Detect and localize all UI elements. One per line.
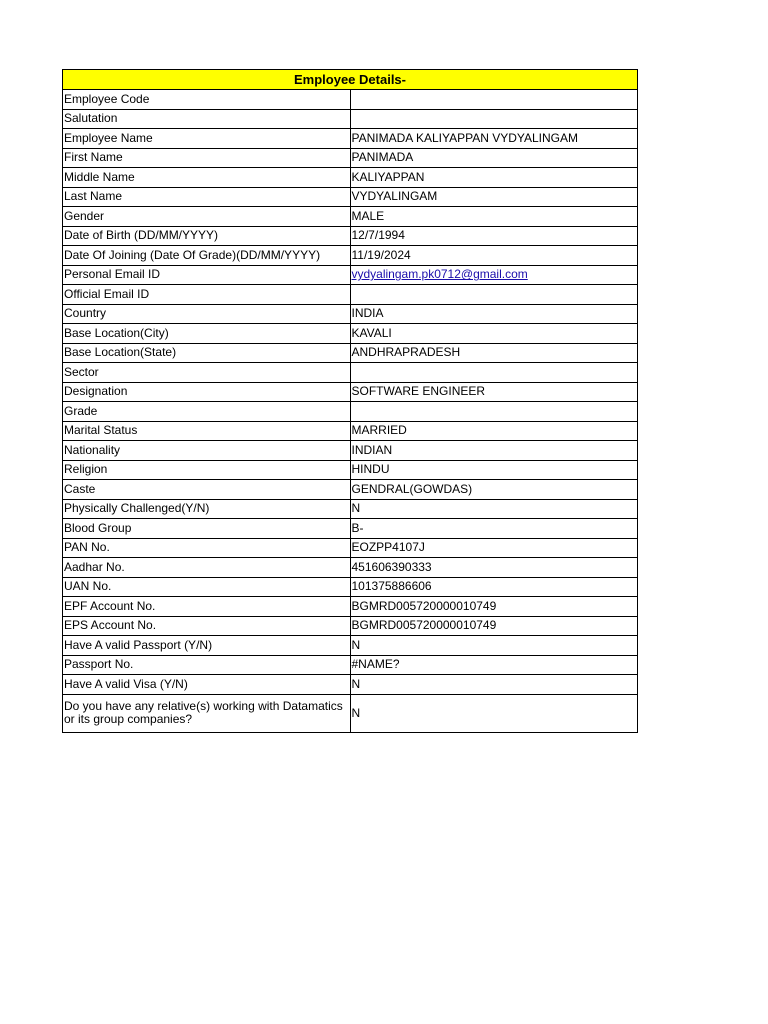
- table-row: [63, 148, 638, 168]
- table-row: [63, 382, 638, 402]
- table-row: [63, 519, 638, 539]
- table-row: [63, 675, 638, 695]
- row-label: UAN No.: [63, 577, 351, 597]
- row-label: Employee Name: [63, 129, 351, 149]
- row-label: Date Of Joining (Date Of Grade)(DD/MM/YYYY): [63, 246, 351, 266]
- table-row: [63, 499, 638, 519]
- row-label: Religion: [63, 460, 351, 480]
- row-value: 11/19/2024: [350, 246, 638, 266]
- row-label: Date of Birth (DD/MM/YYYY): [63, 226, 351, 246]
- table-row: [63, 441, 638, 461]
- row-value: [350, 402, 638, 422]
- table-row: [63, 246, 638, 266]
- table-row: [63, 168, 638, 188]
- row-value: MALE: [350, 207, 638, 227]
- row-value: [350, 363, 638, 383]
- row-value: [350, 285, 638, 305]
- table-row: [63, 655, 638, 675]
- row-label: Designation: [63, 382, 351, 402]
- row-label: Official Email ID: [63, 285, 351, 305]
- row-label: PAN No.: [63, 538, 351, 558]
- row-value: BGMRD005720000010749: [350, 616, 638, 636]
- row-value: N: [350, 636, 638, 656]
- table-row: [63, 577, 638, 597]
- employee-details-table: [62, 69, 638, 733]
- row-label: Base Location(City): [63, 324, 351, 344]
- row-value: N: [350, 694, 638, 732]
- table-row: [63, 90, 638, 110]
- row-value: INDIA: [350, 304, 638, 324]
- row-label: Do you have any relative(s) working with Datamatics or its group companies?: [63, 694, 351, 732]
- table-row: [63, 187, 638, 207]
- table-row: [63, 343, 638, 363]
- row-value: N: [350, 675, 638, 695]
- row-value: [350, 90, 638, 110]
- table-row: [63, 109, 638, 129]
- table-row: [63, 597, 638, 617]
- table-row: [63, 694, 638, 732]
- table-row: [63, 226, 638, 246]
- row-label: Employee Code: [63, 90, 351, 110]
- row-value: EOZPP4107J: [350, 538, 638, 558]
- row-value: GENDRAL(GOWDAS): [350, 480, 638, 500]
- table-row: [63, 616, 638, 636]
- table-row: [63, 265, 638, 285]
- table-row: [63, 636, 638, 656]
- row-label: Physically Challenged(Y/N): [63, 499, 351, 519]
- row-label: Middle Name: [63, 168, 351, 188]
- row-label: Passport No.: [63, 655, 351, 675]
- table-row: [63, 538, 638, 558]
- table-row: [63, 324, 638, 344]
- row-value: 12/7/1994: [350, 226, 638, 246]
- row-value: MARRIED: [350, 421, 638, 441]
- personal-email-cell: [350, 265, 638, 285]
- row-value: #NAME?: [350, 655, 638, 675]
- row-label: EPF Account No.: [63, 597, 351, 617]
- row-value: VYDYALINGAM: [350, 187, 638, 207]
- table-title: Employee Details-: [63, 70, 638, 90]
- row-value: PANIMADA KALIYAPPAN VYDYALINGAM: [350, 129, 638, 149]
- row-label: Aadhar No.: [63, 558, 351, 578]
- table-header-row: [63, 70, 638, 90]
- row-label: Grade: [63, 402, 351, 422]
- row-label: Last Name: [63, 187, 351, 207]
- row-label: Caste: [63, 480, 351, 500]
- row-value: ANDHRAPRADESH: [350, 343, 638, 363]
- table-row: [63, 421, 638, 441]
- row-value: HINDU: [350, 460, 638, 480]
- row-label: Have A valid Visa (Y/N): [63, 675, 351, 695]
- row-label: Gender: [63, 207, 351, 227]
- table-row: [63, 363, 638, 383]
- table-row: [63, 480, 638, 500]
- row-label: Base Location(State): [63, 343, 351, 363]
- row-value: PANIMADA: [350, 148, 638, 168]
- row-label: Sector: [63, 363, 351, 383]
- row-value: BGMRD005720000010749: [350, 597, 638, 617]
- row-value: B-: [350, 519, 638, 539]
- row-label: Salutation: [63, 109, 351, 129]
- row-value: INDIAN: [350, 441, 638, 461]
- row-value: SOFTWARE ENGINEER: [350, 382, 638, 402]
- row-label: Personal Email ID: [63, 265, 351, 285]
- table-row: [63, 558, 638, 578]
- row-value: N: [350, 499, 638, 519]
- table-row: [63, 285, 638, 305]
- table-row: [63, 304, 638, 324]
- row-label: Blood Group: [63, 519, 351, 539]
- table-row: [63, 129, 638, 149]
- row-label: EPS Account No.: [63, 616, 351, 636]
- row-label: Country: [63, 304, 351, 324]
- table-row: [63, 207, 638, 227]
- row-label: Nationality: [63, 441, 351, 461]
- table-row: [63, 402, 638, 422]
- row-label: First Name: [63, 148, 351, 168]
- row-value: KAVALI: [350, 324, 638, 344]
- table-row: [63, 460, 638, 480]
- row-value: KALIYAPPAN: [350, 168, 638, 188]
- row-value: 101375886606: [350, 577, 638, 597]
- row-label: Marital Status: [63, 421, 351, 441]
- row-value: [350, 109, 638, 129]
- personal-email-link[interactable]: vydyalingam.pk0712@gmail.com: [351, 267, 528, 282]
- row-label: Have A valid Passport (Y/N): [63, 636, 351, 656]
- row-value: 451606390333: [350, 558, 638, 578]
